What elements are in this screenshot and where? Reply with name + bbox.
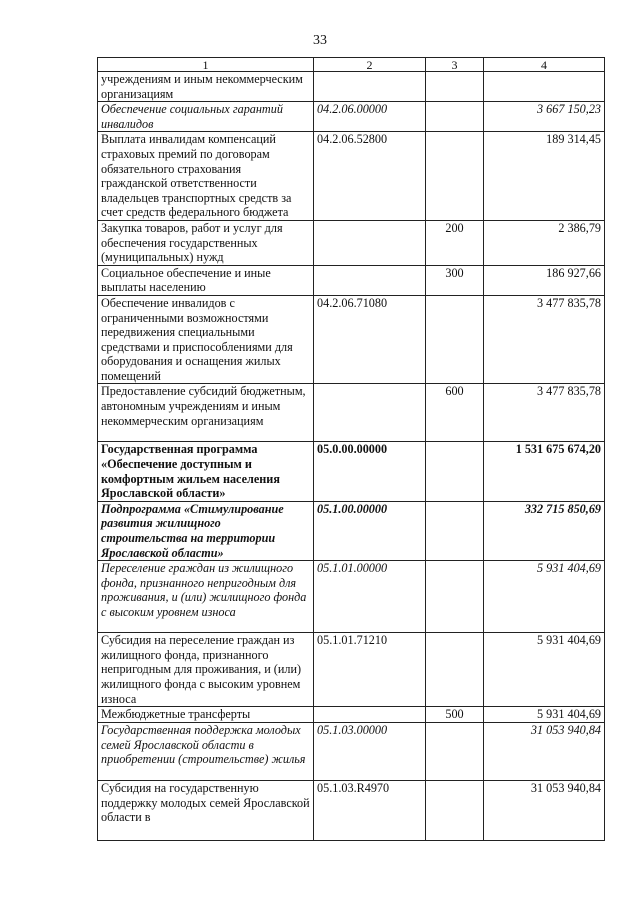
table-row: [98, 633, 605, 707]
row-kind-cell: [426, 295, 484, 384]
row-kind-cell: 600: [426, 384, 484, 442]
row-amount-cell: 5 931 404,69: [484, 707, 605, 723]
table-row: [98, 442, 605, 501]
row-amount-cell: 186 927,66: [484, 265, 605, 295]
row-code-cell: 05.1.00.00000: [314, 501, 426, 560]
row-kind-cell: 200: [426, 220, 484, 265]
row-amount-cell: 332 715 850,69: [484, 501, 605, 560]
row-kind-cell: [426, 442, 484, 501]
row-code-cell: [314, 384, 426, 442]
row-code-cell: 04.2.06.52800: [314, 132, 426, 221]
row-name-cell: Государственная поддержка молодых семей Ярославской области в приобретении (строительстве) жилья: [98, 723, 314, 781]
row-amount-cell: 3 667 150,23: [484, 102, 605, 132]
row-kind-cell: [426, 72, 484, 102]
row-name-cell: Закупка товаров, работ и услуг для обеспечения государственных (муниципальных) нужд: [98, 220, 314, 265]
row-code-cell: 05.1.01.00000: [314, 561, 426, 633]
row-name-cell: Субсидия на государственную поддержку молодых семей Ярославской области в: [98, 781, 314, 841]
table-row: [98, 384, 605, 442]
row-name-cell: Переселение граждан из жилищного фонда, признанного непригодным для проживания, и (или) жилищного фонда с высоким уровнем износа: [98, 561, 314, 633]
table-row: [98, 707, 605, 723]
row-code-cell: 05.1.01.71210: [314, 633, 426, 707]
row-kind-cell: [426, 781, 484, 841]
row-name-cell: Выплата инвалидам компенсаций страховых премий по договорам обязательного страхования гражданской ответственности владельцев транспортных средств за счет средств федерального бюджета: [98, 132, 314, 221]
row-amount-cell: 1 531 675 674,20: [484, 442, 605, 501]
table-row: [98, 501, 605, 560]
table-row: [98, 723, 605, 781]
row-amount-cell: 5 931 404,69: [484, 561, 605, 633]
row-code-cell: 04.2.06.00000: [314, 102, 426, 132]
column-header: 3: [426, 58, 484, 72]
row-code-cell: [314, 72, 426, 102]
row-code-cell: [314, 220, 426, 265]
row-kind-cell: [426, 723, 484, 781]
row-amount-cell: 31 053 940,84: [484, 781, 605, 841]
table-row: [98, 561, 605, 633]
row-code-cell: [314, 265, 426, 295]
table-row: [98, 265, 605, 295]
row-name-cell: Обеспечение инвалидов с ограниченными возможностями передвижения специальными средствами и приспособлениями для оборудования и оснащения жилых помещений: [98, 295, 314, 384]
row-code-cell: 05.1.03.R4970: [314, 781, 426, 841]
row-amount-cell: [484, 72, 605, 102]
row-amount-cell: 3 477 835,78: [484, 384, 605, 442]
row-amount-cell: 3 477 835,78: [484, 295, 605, 384]
row-name-cell: Обеспечение социальных гарантий инвалидов: [98, 102, 314, 132]
row-name-cell: Межбюджетные трансферты: [98, 707, 314, 723]
column-header: 1: [98, 58, 314, 72]
column-header: 4: [484, 58, 605, 72]
row-kind-cell: [426, 501, 484, 560]
row-kind-cell: [426, 561, 484, 633]
row-name-cell: Социальное обеспечение и иные выплаты населению: [98, 265, 314, 295]
table-row: [98, 102, 605, 132]
row-amount-cell: 31 053 940,84: [484, 723, 605, 781]
row-amount-cell: 2 386,79: [484, 220, 605, 265]
row-kind-cell: [426, 132, 484, 221]
row-amount-cell: 5 931 404,69: [484, 633, 605, 707]
table-row: [98, 72, 605, 102]
row-name-cell: Субсидия на переселение граждан из жилищного фонда, признанного непригодным для проживания, и (или) жилищного фонда с высоким уровнем износа: [98, 633, 314, 707]
row-kind-cell: 300: [426, 265, 484, 295]
page-number: 33: [313, 33, 327, 48]
row-kind-cell: 500: [426, 707, 484, 723]
row-amount-cell: 189 314,45: [484, 132, 605, 221]
row-kind-cell: [426, 102, 484, 132]
row-name-cell: Государственная программа «Обеспечение доступным и комфортным жильем населения Ярославской области»: [98, 442, 314, 501]
row-code-cell: 04.2.06.71080: [314, 295, 426, 384]
column-header: 2: [314, 58, 426, 72]
row-kind-cell: [426, 633, 484, 707]
table-header-row: [98, 58, 605, 72]
budget-table: [97, 57, 605, 841]
row-code-cell: 05.0.00.00000: [314, 442, 426, 501]
table-row: [98, 132, 605, 221]
row-code-cell: [314, 707, 426, 723]
row-name-cell: Предоставление субсидий бюджетным, автономным учреждениям и иным некоммерческим организациям: [98, 384, 314, 442]
row-code-cell: 05.1.03.00000: [314, 723, 426, 781]
table-row: [98, 220, 605, 265]
row-name-cell: учреждениям и иным некоммерческим организациям: [98, 72, 314, 102]
row-name-cell: Подпрограмма «Стимулирование развития жилищного строительства на территории Ярославской области»: [98, 501, 314, 560]
table-row: [98, 295, 605, 384]
table-row: [98, 781, 605, 841]
